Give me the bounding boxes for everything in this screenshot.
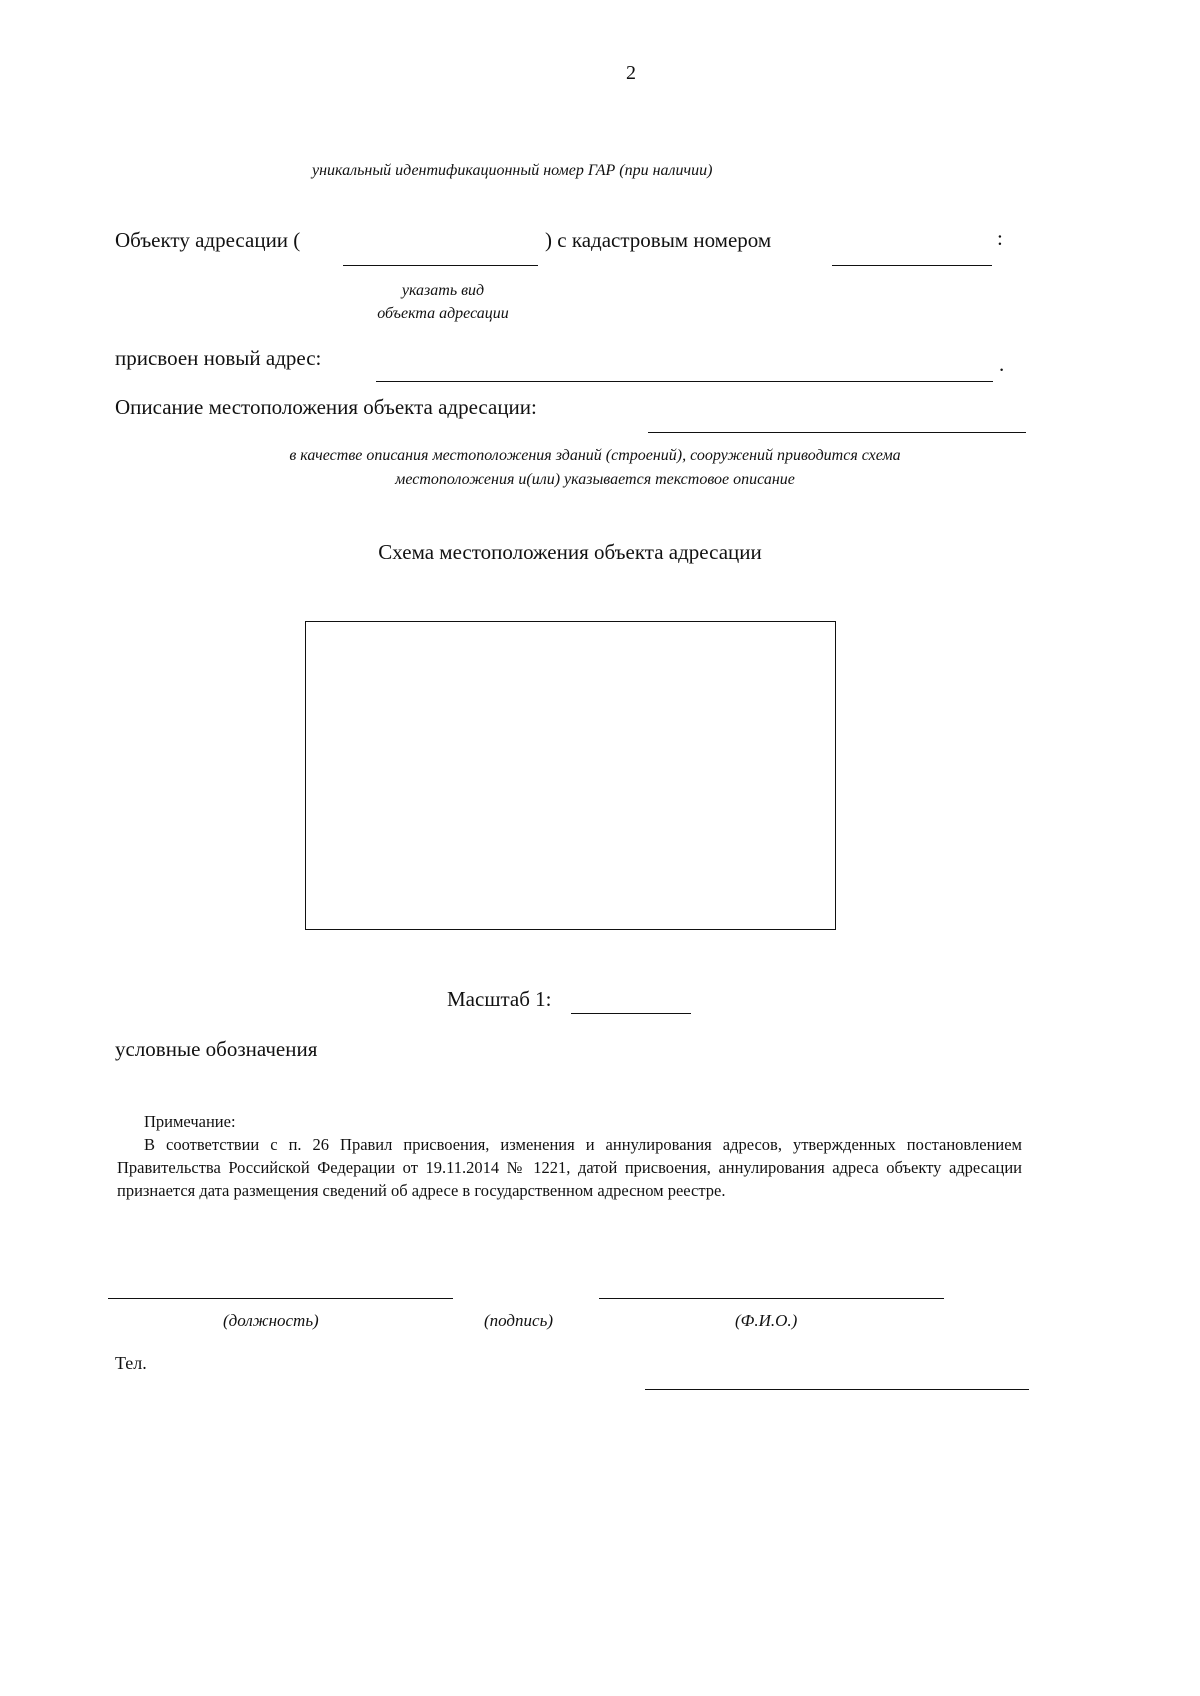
gar-number-caption: уникальный идентификационный номер ГАР (при наличии) — [312, 162, 713, 179]
position-caption: (должность) — [223, 1311, 319, 1330]
location-description-label: Описание местоположения объекта адресации: — [115, 395, 537, 419]
legend-label: условные обозначения — [115, 1037, 318, 1061]
object-type-caption-line-2: объекта адресации — [377, 305, 509, 322]
name-caption: (Ф.И.О.) — [735, 1311, 798, 1330]
location-description-field[interactable] — [648, 432, 1026, 433]
location-caption-line-2: местоположения и(или) указывается текстовое описание — [395, 471, 795, 488]
object-type-caption-line-1: указать вид — [401, 282, 485, 299]
object-line-colon: : — [997, 226, 1003, 250]
name-field[interactable] — [599, 1298, 944, 1299]
location-description-caption — [160, 444, 1030, 492]
new-address-label: присвоен новый адрес: — [115, 346, 322, 370]
object-type-field[interactable] — [343, 265, 538, 266]
signature-caption: (подпись) — [484, 1311, 553, 1330]
scheme-title: Схема местоположения объекта адресации — [378, 540, 762, 564]
new-address-period: . — [999, 352, 1005, 376]
cadastral-number-field[interactable] — [832, 265, 992, 266]
position-field[interactable] — [108, 1298, 453, 1299]
cadastral-label: ) с кадастровым номером — [545, 228, 772, 252]
object-type-caption — [333, 279, 553, 325]
phone-label: Тел. — [115, 1353, 147, 1373]
scale-field[interactable] — [571, 1013, 691, 1014]
location-caption-line-1: в качестве описания местоположения зданий (строений), сооружений приводится схема — [289, 447, 901, 464]
page-number: 2 — [626, 62, 636, 84]
note-title: Примечание: — [144, 1112, 236, 1131]
note-block — [117, 1110, 1022, 1202]
phone-field[interactable] — [645, 1389, 1029, 1390]
scale-label: Масштаб 1: — [447, 987, 552, 1011]
object-label: Объекту адресации ( — [115, 228, 301, 252]
note-text: В соответствии с п. 26 Правил присвоения, изменения и аннулирования адресов, утвержденных постановлением Правительства Российской Федерации от 19.11.2014 № 1221, датой присвоения, аннулирования адреса объекту адресации признается дата размещения сведений об адресе в государственном адресном реестре. — [117, 1135, 1022, 1200]
location-scheme-frame[interactable] — [305, 621, 836, 930]
new-address-field[interactable] — [376, 381, 993, 382]
